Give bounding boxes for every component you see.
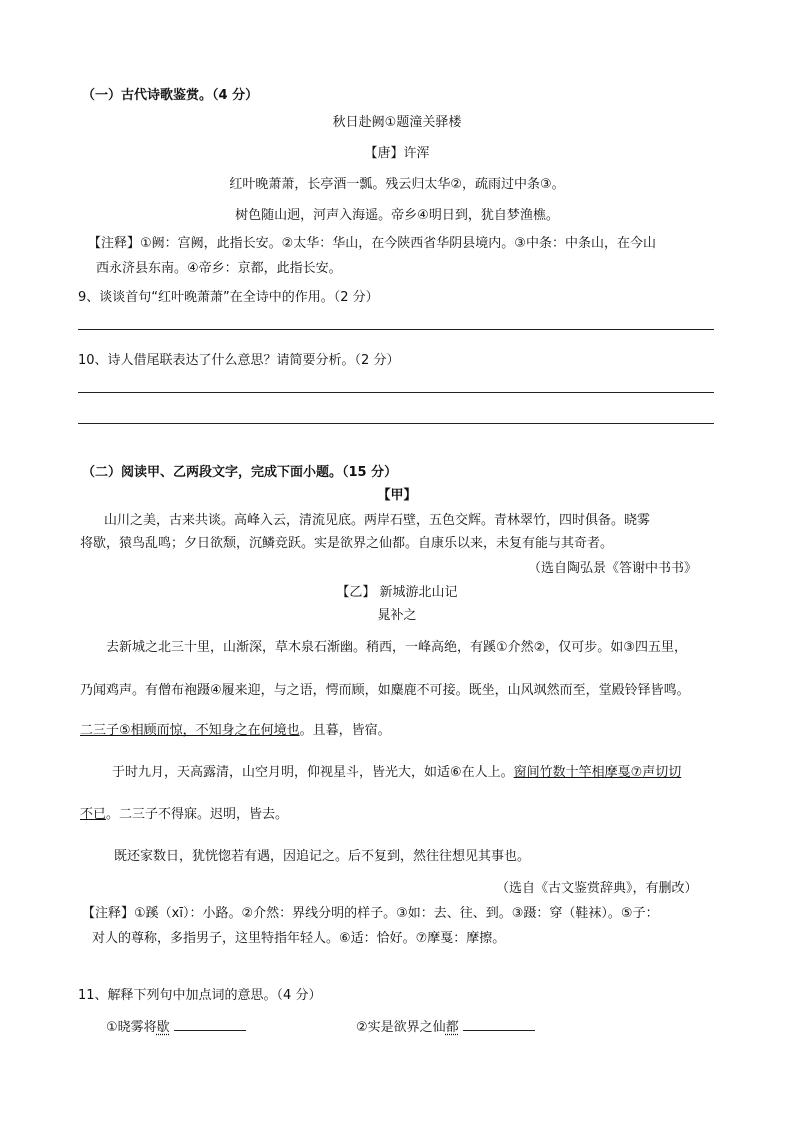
yi-note-line-2: 对人的尊称，多指男子，这里特指年轻人。⑥适：恰好。⑦摩戛：摩擦。 — [92, 931, 506, 946]
q11-item-2-answer-blank[interactable] — [463, 1018, 535, 1031]
jia-source: （选自陶弘景《答谢中书书》 — [528, 561, 698, 576]
answer-line-q10-1[interactable] — [78, 392, 714, 393]
q11-item-1 — [106, 1016, 246, 1035]
yi-p2-line-2-rest: 。二三子不得寐。迟明，皆去。 — [106, 807, 289, 822]
poem-line-2: 树色随山迥，河声入海遥。帝乡④明日到，犹自梦渔樵。 — [235, 208, 559, 223]
q11-item-1-answer-blank[interactable] — [174, 1018, 246, 1031]
passage-jia-label: 【甲】 — [377, 488, 417, 503]
q11-item-2-text: ②实是欲界之仙 — [356, 1020, 446, 1035]
passage-yi-author: 晁补之 — [377, 608, 417, 623]
question-9: 9、谈谈首句“红叶晚萧萧”在全诗中的作用。（2 分） — [78, 290, 379, 305]
poem-note-line-2: 西永济县东南。④帝乡：京都，此指长安。 — [96, 261, 342, 276]
dotted-word-1: 歇 — [156, 1020, 170, 1035]
yi-p1-line-1: 去新城之北三十里，山渐深，草木泉石渐幽。稍西，一峰高绝，有蹊①介然②，仅可步。如③四五里， — [106, 640, 687, 655]
yi-p1-line-3 — [80, 719, 391, 738]
section1-heading: （一）古代诗歌鉴赏。（4 分） — [82, 88, 259, 103]
underlined-sentence-2b: 不已 — [80, 807, 107, 822]
answer-line-q9[interactable] — [78, 329, 714, 330]
jia-line-1: 山川之美，古来共谈。高峰入云，清流见底。两岸石壁，五色交辉。青林翠竹，四时俱备。晓雾 — [104, 513, 651, 528]
yi-p2-line-1 — [112, 761, 681, 780]
yi-p2-line-2 — [80, 803, 288, 822]
section2-heading: （二）阅读甲、乙两段文字，完成下面小题。（15 分） — [82, 465, 398, 480]
poem-author: 【唐】许浑 — [364, 146, 430, 161]
question-10: 10、诗人借尾联表达了什么意思？请简要分析。（2 分） — [78, 353, 400, 368]
dotted-word-2: 都 — [445, 1020, 459, 1035]
underlined-sentence-1: 二三子⑤相顾而惊，不知身之在何境也 — [80, 723, 300, 738]
yi-p2-line-1-text: 于时九月，天高露清，山空月明，仰视星斗，皆光大，如适⑥在人上。 — [112, 765, 514, 780]
jia-line-2: 将歇，猿鸟乱鸣；夕日欲颓，沉鳞竞跃。实是欲界之仙都。自康乐以来，未复有能与其奇者。 — [80, 536, 614, 551]
yi-note-line-1: 【注释】①蹊（xī）：小路。②介然：界线分明的样子。③如：去、往、到。③蹑：穿（鞋袜）。⑤子： — [82, 906, 659, 921]
q11-item-2 — [356, 1016, 535, 1035]
answer-line-q10-2[interactable] — [78, 423, 714, 424]
passage-yi-title: 【乙】 新城游北山记 — [336, 585, 458, 600]
yi-p1-line-2: 乃闻鸡声。有僧布袍蹑④履来迎，与之语，愕而顾，如麋鹿不可接。既坐，山风飒然而至，堂殿铃铎皆鸣。 — [80, 683, 690, 698]
question-11: 11、解释下列句中加点词的意思。（4 分） — [78, 988, 322, 1003]
yi-source: （选自《古文鉴赏辞典》，有删改） — [496, 881, 698, 896]
poem-title: 秋日赴阙①题潼关驿楼 — [332, 115, 462, 130]
q11-item-1-text: ①晓雾将 — [106, 1020, 157, 1035]
poem-line-1: 红叶晚萧萧，长亭酒一瓢。残云归太华②，疏雨过中条③。 — [229, 177, 565, 192]
poem-note-line-1: 【注释】①阙：宫阙，此指长安。②太华：华山，在今陕西省华阴县境内。③中条：中条山，在今山 — [88, 236, 656, 251]
yi-p3-line-1: 既还家数日，犹恍惚若有遇，因追记之。后不复到，然往往想见其事也。 — [114, 849, 531, 864]
underlined-sentence-2a: 窗间竹数十竿相摩戛⑦声切切 — [513, 765, 682, 780]
yi-p1-line-3-rest: 。且暮，皆宿。 — [299, 723, 391, 738]
